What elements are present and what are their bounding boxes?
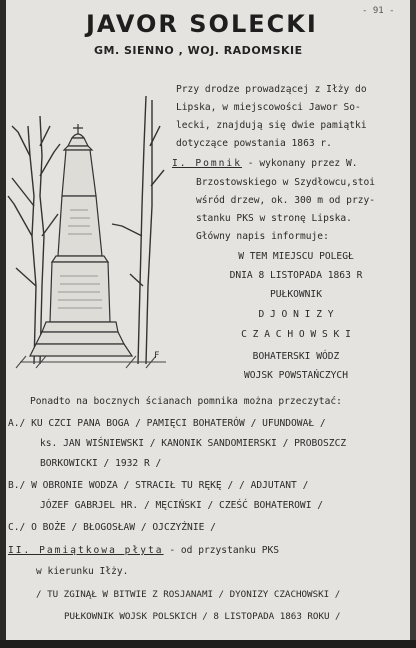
plaque-inscription-line: / TU ZGINĄŁ W BITWIE Z ROSJANAMI / DYONIZY CZACHOWSKI / (36, 589, 341, 600)
inscription-line: W TEM MIEJSCU POLEGŁ (238, 251, 354, 262)
obelisk (30, 124, 132, 356)
side-a-line: ks. JAN WIŚNIEWSKI / KANONIK SANDOMIERSKI / PROBOSZCZ (40, 438, 347, 449)
page-subtitle: GM. SIENNO , WOJ. RADOMSKIE (94, 44, 303, 57)
side-a-line: A./ KU CZCI PANA BOGA / PAMIĘCI BOHATERÓW / UFUNDOWAŁ / (8, 418, 326, 429)
inscription-line: D J O N I Z Y (258, 309, 334, 320)
page-number-mark: - 91 - (362, 6, 395, 16)
intro-line: dotyczące powstania 1863 r. (176, 138, 332, 149)
drawing-signature: F (154, 351, 160, 361)
sides-intro: Ponadto na bocznych ścianach pomnika można przeczytać: (30, 396, 342, 407)
plaque-heading-rest: - od przystanku PKS (169, 545, 280, 556)
plaque-text-line: w kierunku Iłży. (36, 566, 129, 577)
side-b-line: B./ W OBRONIE WODZA / STRACIŁ TU RĘKĘ / / ADJUTANT / (8, 480, 309, 491)
ground-hatching (16, 356, 166, 368)
monument-heading (172, 158, 358, 170)
inscription-line: WOJSK POWSTAŃCZYCH (244, 370, 348, 381)
right-tree (112, 96, 164, 364)
monument-heading-rest: - wykonany przez W. (247, 158, 358, 169)
monument-text-line: Brzostowskiego w Szydłowcu,stoi (196, 177, 376, 188)
monument-text-line: stanku PKS w stronę Lipska. (196, 213, 352, 224)
page-title: JAVOR SOLECKI (86, 10, 318, 38)
scan-bottom-band (0, 640, 416, 648)
intro-line: Lipska, w miejscowości Jawor So- (176, 102, 361, 113)
plaque-heading (8, 545, 279, 557)
monument-illustration (6, 86, 176, 376)
monument-text-line: wśród drzew, ok. 300 m od przy- (196, 195, 376, 206)
inscription-line: BOHATERSKI WÓDZ (252, 351, 340, 362)
document-page (6, 0, 410, 640)
plaque-heading-label: II. Pamiątkowa płyta (8, 545, 164, 556)
side-a-line: BORKOWICKI / 1932 R / (40, 458, 162, 469)
intro-line: lecki, znajdują się dwie pamiątki (176, 120, 367, 131)
side-b-line: JÓZEF GABRJEL HR. / MĘCIŃSKI / CZEŚĆ BOHATEROWI / (40, 500, 324, 511)
plaque-inscription-line: PUŁKOWNIK WOJSK POLSKICH / 8 LISTOPADA 1863 ROKU / (64, 611, 341, 622)
inscription-line: DNIA 8 LISTOPADA 1863 R (229, 270, 363, 281)
monument-heading-label: I. Pomnik (172, 158, 242, 169)
inscription-line: C Z A C H O W S K I (241, 329, 351, 340)
monument-text-line: Główny napis informuje: (196, 231, 329, 242)
inscription-line: PUŁKOWNIK (270, 289, 322, 300)
intro-line: Przy drodze prowadzącej z Iłży do (176, 84, 367, 95)
side-c-line: C./ O BOŻE / BŁOGOSŁAW / OJCZYŹNIE / (8, 522, 216, 533)
